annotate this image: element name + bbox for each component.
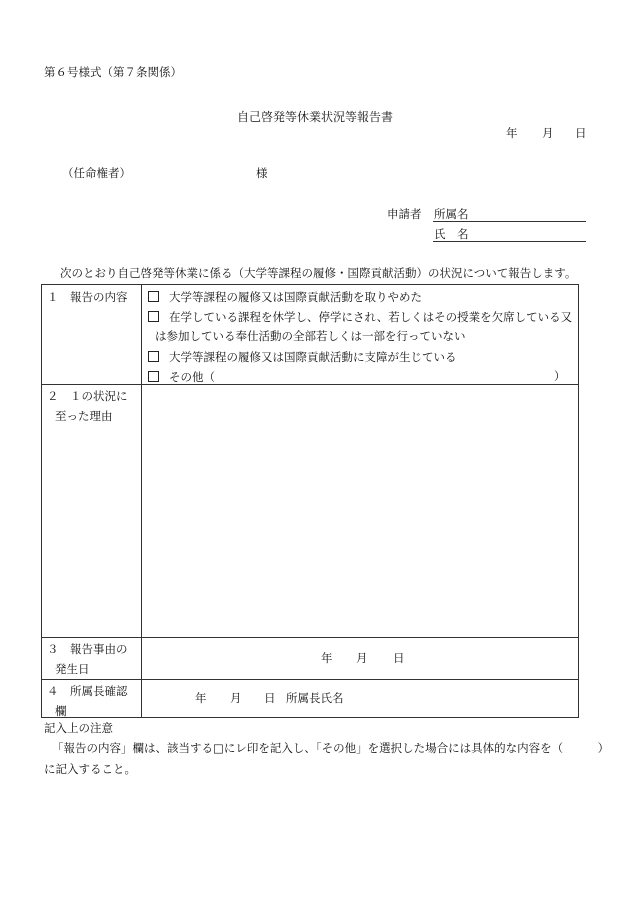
option-suspended: 在学している課程を休学し、停学にされ、若しくはその授業を欠席している又 (148, 311, 572, 324)
name-label: 氏 名 (434, 227, 469, 241)
intro-text: 次のとおり自己啓発等休業に係る（大学等課程の履修・国際貢献活動）の状況について報告します。 (60, 266, 577, 280)
applicant-label: 申請者 (387, 207, 422, 221)
notes-heading: 記入上の注意 (44, 721, 113, 735)
option-other: その他（ (148, 371, 215, 384)
row-divider-2 (42, 637, 578, 638)
reason-label-2: 至った理由 (55, 409, 113, 423)
confirmation-month: 月 (230, 691, 242, 705)
occurrence-month: 月 (356, 651, 368, 665)
occurrence-label-1: ３ 報告事由の (47, 642, 128, 656)
confirmation-year: 年 (195, 691, 207, 705)
checkbox-suspended[interactable] (148, 311, 159, 322)
affiliation-label: 所属名 (434, 207, 469, 221)
date-year: 年 (506, 126, 518, 140)
occurrence-day: 日 (393, 651, 405, 665)
checkbox-other[interactable] (148, 371, 159, 382)
date-month: 月 (542, 126, 554, 140)
option-suspended-cont: は参加している奉仕活動の全部若しくは一部を行っていない (155, 329, 466, 343)
notes-line-1: 「報告の内容」欄は、該当する□にレ印を記入し、「その他」を選択した場合には具体的な内容を（ ） (52, 741, 610, 755)
reason-input-area[interactable] (142, 385, 578, 637)
addressee-label: （任命権者） (62, 166, 131, 180)
page-title: 自己啓発等休業状況等報告書 (237, 110, 394, 124)
form-number: 第６号様式（第７条関係） (44, 65, 182, 79)
row-divider-3 (42, 679, 578, 680)
affiliation-line (433, 221, 586, 222)
supervisor-name-label: 所属長氏名 (286, 691, 344, 705)
option-other-close: ） (554, 369, 566, 383)
confirmation-label-2: 欄 (55, 704, 67, 718)
report-content-label: １ 報告の内容 (47, 290, 128, 304)
report-form-table (41, 284, 579, 718)
confirmation-day: 日 (264, 691, 276, 705)
occurrence-label-2: 発生日 (55, 662, 90, 676)
reason-label-1: ２ １の状況に (47, 389, 128, 403)
name-line (433, 241, 586, 242)
notes-line-2: に記入すること。 (44, 762, 136, 776)
date-day: 日 (575, 126, 587, 140)
option-withdrawn: 大学等課程の履修又は国際貢献活動を取りやめた (148, 291, 422, 304)
confirmation-label-1: ４ 所属長確認 (47, 684, 128, 698)
checkbox-hindered[interactable] (148, 351, 159, 362)
checkbox-withdrawn[interactable] (148, 291, 159, 302)
option-hindered: 大学等課程の履修又は国際貢献活動に支障が生じている (148, 351, 457, 364)
occurrence-year: 年 (321, 651, 333, 665)
addressee-honorific: 様 (256, 166, 268, 180)
